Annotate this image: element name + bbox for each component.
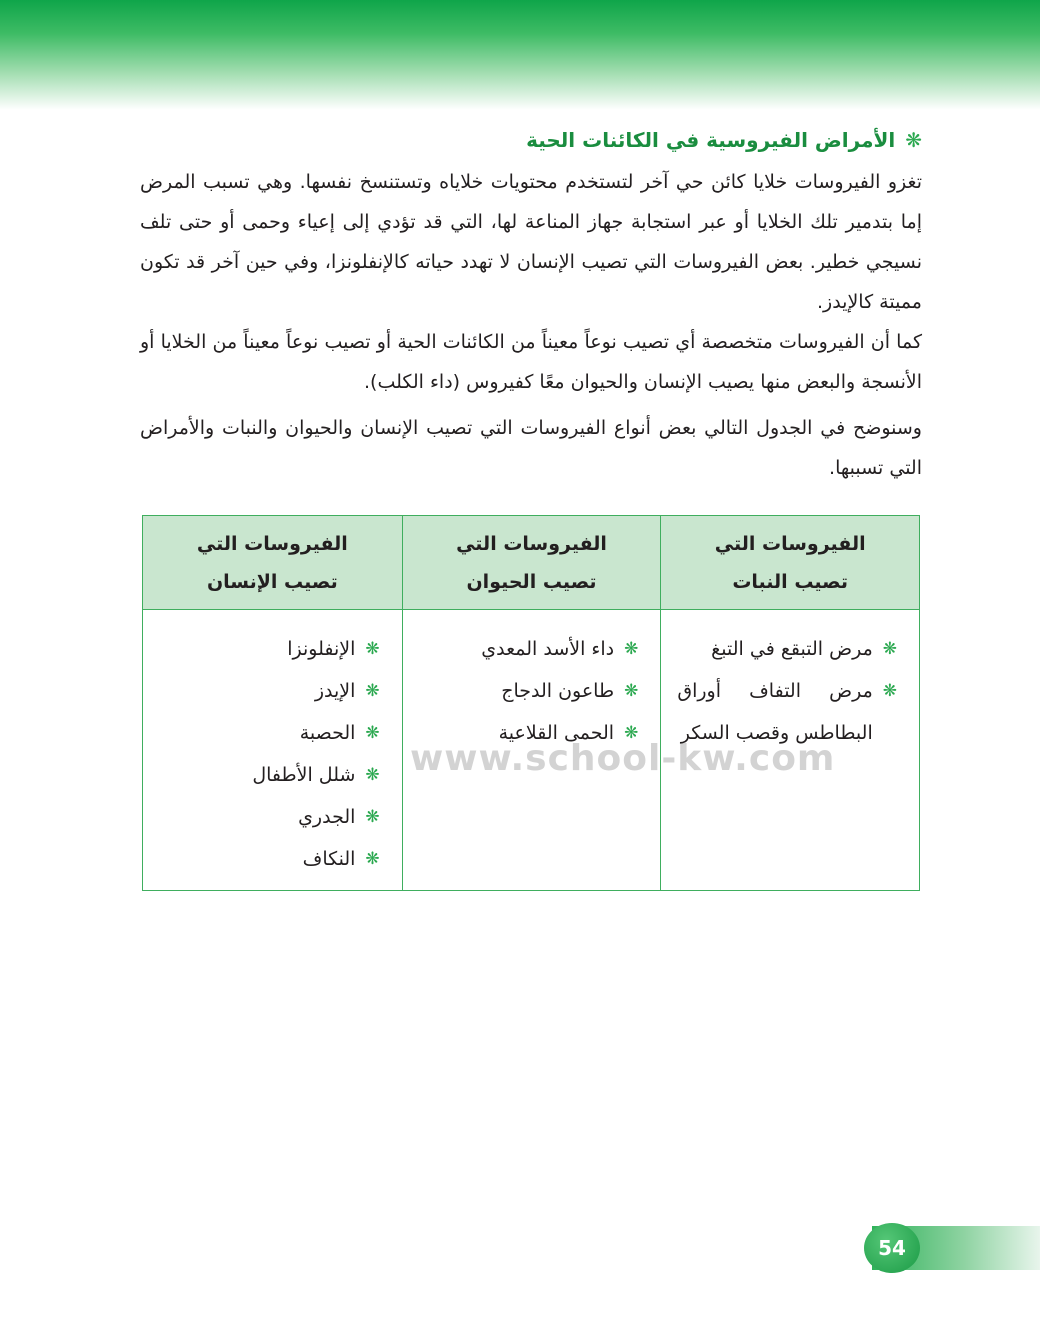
paragraph-specialization: كما أن الفيروسات متخصصة أي تصيب نوعاً معيناً من الكائنات الحية أو تصيب نوعاً معيناً من الخلايا أو الأنسجة والبعض منها يصيب الإنسان والحيوان معًا كفيروس (داء الكلب). <box>140 331 922 393</box>
list-item: ❋ طاعون الدجاج <box>419 670 639 712</box>
table-header-human <box>143 516 402 610</box>
header-line: تصيب الإنسان <box>206 570 338 593</box>
header-line: الفيروسات التي <box>196 532 348 555</box>
virus-types-table <box>142 515 920 891</box>
paragraph-table-intro: وسنوضح في الجدول التالي بعض أنواع الفيروسات التي تصيب الإنسان والحيوان والنبات والأمراض التي تسببها. <box>140 417 922 479</box>
list-item: ❋ الجدري <box>159 796 380 838</box>
page-number: 54 <box>864 1223 920 1273</box>
list-item: ❋ الإيدز <box>159 670 380 712</box>
flower-bullet-icon: ❋ <box>624 723 639 743</box>
list-item: ❋ داء الأسد المعدي <box>419 628 639 670</box>
section-title: الأمراض الفيروسية في الكائنات الحية <box>526 128 896 152</box>
header-line: الفيروسات التي <box>714 532 866 555</box>
top-header-band <box>0 0 1040 110</box>
table-cell-animal-viruses <box>402 610 661 890</box>
list-item: ❋ مرض التفاف أوراق البطاطس وقصب السكر <box>677 670 897 754</box>
website-watermark: www.school-kw.com <box>410 738 836 779</box>
table-header-animal <box>402 516 661 610</box>
list-item: ❋ شلل الأطفال <box>159 754 380 796</box>
flower-bullet-icon: ❋ <box>365 639 380 659</box>
header-line: الفيروسات التي <box>456 532 607 555</box>
table-header-plant <box>660 516 919 610</box>
flower-bullet-icon: ❋ <box>365 807 380 827</box>
list-item: ❋ الإنفلونزا <box>159 628 380 670</box>
section-heading <box>140 118 922 162</box>
flower-bullet-icon: ❋ <box>365 849 380 869</box>
list-item: ❋ النكاف <box>159 838 380 880</box>
flower-bullet-icon: ❋ <box>365 765 380 785</box>
header-line: تصيب الحيوان <box>466 570 597 593</box>
flower-bullet-icon: ❋ <box>365 681 380 701</box>
table-cell-human-viruses <box>143 610 402 890</box>
paragraph-intro: تغزو الفيروسات خلايا كائن حي آخر لتستخدم محتويات خلاياه وتستنسخ نفسها. وهي تسبب المرض إما بتدمير تلك الخلايا أو عبر استجابة جهاز المناعة لها، التي قد تؤدي إلى إعياء وحمى أو حتى تلف نسيجي خطير. بعض الفيروسات التي تصيب الإنسان لا تهدد حياته كالإنفلونزا، وفي حين آخر قد تكون مميتة كالإيدز. <box>140 171 922 313</box>
header-line: تصيب النبات <box>732 570 849 593</box>
flower-bullet-icon: ❋ <box>882 681 897 701</box>
list-item: ❋ الحمى القلاعية <box>419 712 639 754</box>
list-item: ❋ الحصبة <box>159 712 380 754</box>
flower-bullet-icon: ❋ <box>365 723 380 743</box>
flower-bullet-icon: ❋ <box>624 639 639 659</box>
list-item: ❋ مرض التبقع في التبغ <box>677 628 897 670</box>
page-content <box>140 118 922 488</box>
flower-bullet-icon: ❋ <box>624 681 639 701</box>
table-cell-plant-viruses <box>660 610 919 890</box>
flower-bullet-icon: ❋ <box>905 128 922 152</box>
flower-bullet-icon: ❋ <box>882 639 897 659</box>
